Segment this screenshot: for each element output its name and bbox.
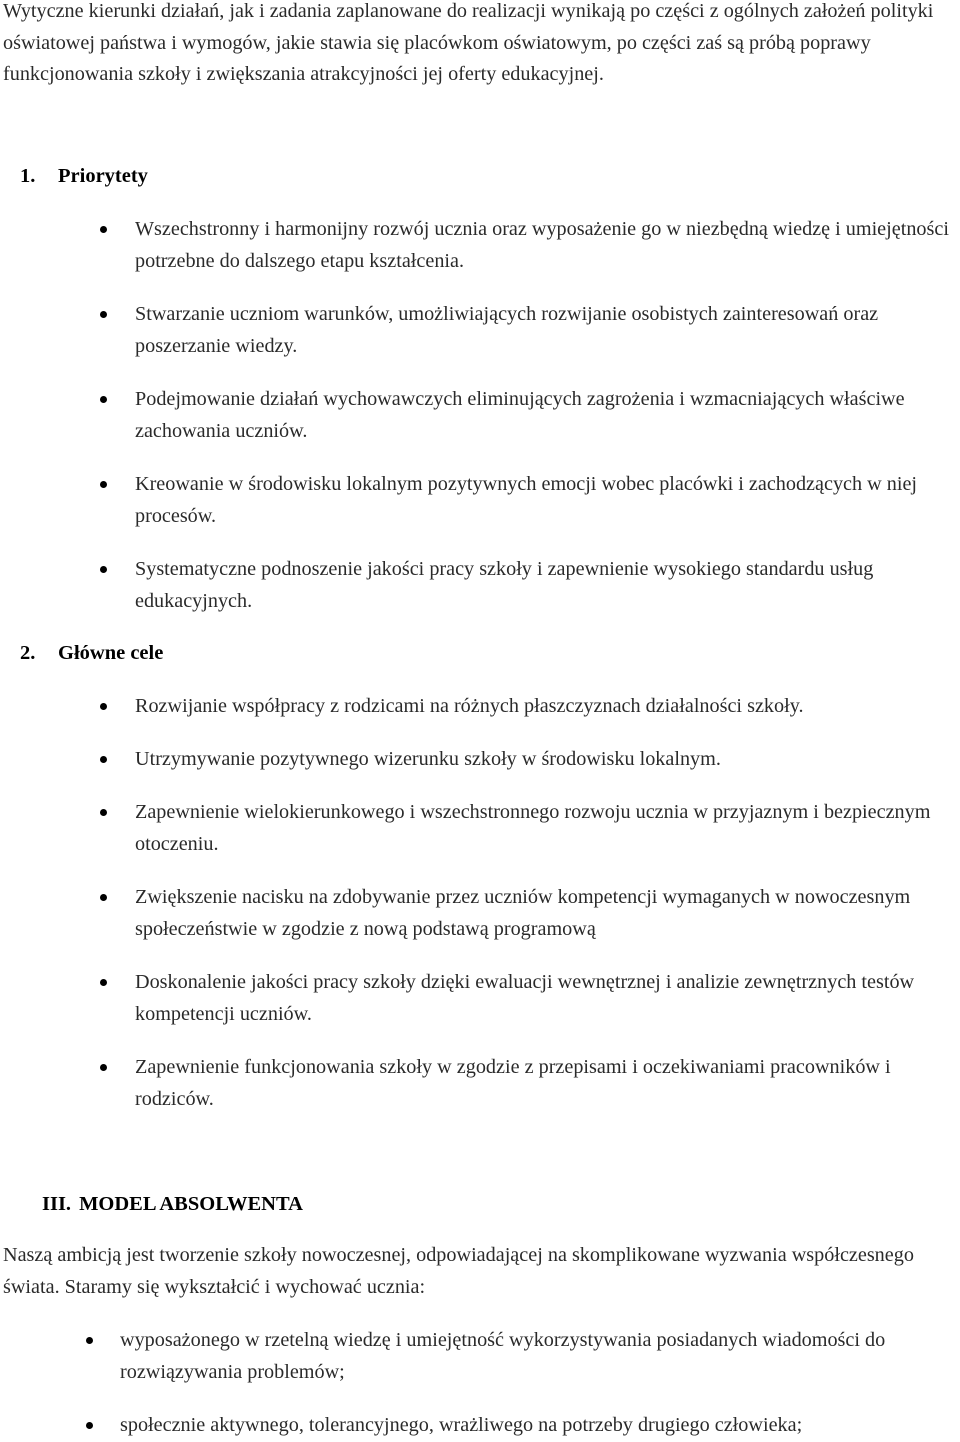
list-item-text: Kreowanie w środowisku lokalnym pozytywnych emocji wobec placówki i zachodzących w niej procesów. bbox=[135, 473, 918, 527]
list-item bbox=[135, 882, 957, 945]
list-item-text: społecznie aktywnego, tolerancyjnego, wrażliwego na potrzeby drugiego człowieka; bbox=[120, 1414, 803, 1436]
list-item bbox=[135, 1052, 957, 1115]
list-item-text: Rozwijanie współpracy z rodzicami na różnych płaszczyznach działalności szkoły. bbox=[135, 695, 804, 717]
list-item bbox=[135, 744, 957, 776]
list-item-text: Stwarzanie uczniom warunków, umożliwiających rozwijanie osobistych zainteresowań oraz poszerzanie wiedzy. bbox=[135, 303, 879, 357]
bullet-icon bbox=[100, 979, 107, 986]
list-item bbox=[135, 967, 957, 1030]
bullet-icon bbox=[100, 226, 107, 233]
list-item bbox=[135, 797, 957, 860]
section-title: MODEL ABSOLWENTA bbox=[79, 1193, 303, 1215]
section-heading-glowne-cele bbox=[20, 637, 163, 669]
section-number: 2. bbox=[20, 642, 36, 664]
list-item bbox=[135, 469, 957, 532]
bullet-icon bbox=[100, 481, 107, 488]
bullet-icon bbox=[86, 1337, 93, 1344]
list-item bbox=[135, 299, 957, 362]
list-item-text: Zwiększenie nacisku na zdobywanie przez uczniów kompetencji wymaganych w nowoczesnym społeczeństwie w zgodzie z nową podstawą programową bbox=[135, 886, 911, 940]
list-item-text: Zapewnienie funkcjonowania szkoły w zgodzie z przepisami i oczekiwaniami pracowników i rodziców. bbox=[135, 1056, 891, 1110]
list-item-text: Wszechstronny i harmonijny rozwój ucznia oraz wyposażenie go w niezbędną wiedzę i umiejętności potrzebne do dalszego etapu kształcenia. bbox=[135, 218, 949, 272]
bullet-icon bbox=[100, 311, 107, 318]
section-number: III. bbox=[42, 1193, 72, 1215]
list-item bbox=[120, 1325, 957, 1388]
list-item-text: Utrzymywanie pozytywnego wizerunku szkoły w środowisku lokalnym. bbox=[135, 748, 721, 770]
section-number: 1. bbox=[20, 165, 36, 187]
bullet-icon bbox=[100, 756, 107, 763]
bullet-icon bbox=[100, 809, 107, 816]
list-item-text: wyposażonego w rzetelną wiedzę i umiejętność wykorzystywania posiadanych wiadomości do rozwiązywania problemów; bbox=[120, 1329, 886, 1383]
section-title: Główne cele bbox=[58, 642, 164, 664]
list-item-text: Systematyczne podnoszenie jakości pracy szkoły i zapewnienie wysokiego standardu usług edukacyjnych. bbox=[135, 558, 874, 612]
list-item bbox=[135, 554, 957, 617]
list-item-text: Doskonalenie jakości pracy szkoły dzięki ewaluacji wewnętrznej i analizie zewnętrznych testów kompetencji uczniów. bbox=[135, 971, 915, 1025]
list-item bbox=[135, 214, 957, 277]
intro-paragraph: Wytyczne kierunki działań, jak i zadania zaplanowane do realizacji wynikają po części z ogólnych założeń polityki oświatowej państwa i wymogów, jakie stawia się placówkom oświatowym, po części zaś są próbą poprawy funkcjonowania szkoły i zwiększania atrakcyjności jej oferty edukacyjnej. bbox=[3, 0, 934, 85]
bullet-icon bbox=[86, 1422, 93, 1429]
list-item-text: Podejmowanie działań wychowawczych eliminujących zagrożenia i wzmacniających właściwe zachowania uczniów. bbox=[135, 388, 905, 442]
list-item bbox=[135, 691, 957, 723]
bullet-icon bbox=[100, 566, 107, 573]
bullet-icon bbox=[100, 894, 107, 901]
model-intro-paragraph: Naszą ambicją jest tworzenie szkoły nowoczesnej, odpowiadającej na skomplikowane wyzwania współczesnego świata. Staramy się wykształcić i wychować ucznia: bbox=[3, 1244, 914, 1298]
bullet-icon bbox=[100, 396, 107, 403]
list-item bbox=[135, 384, 957, 447]
bullet-icon bbox=[100, 703, 107, 710]
section-heading-priorytety bbox=[20, 160, 148, 192]
section-title: Priorytety bbox=[58, 165, 148, 187]
bullet-icon bbox=[100, 1064, 107, 1071]
section-heading-model-absolwenta bbox=[42, 1188, 303, 1220]
list-item-text: Zapewnienie wielokierunkowego i wszechstronnego rozwoju ucznia w przyjaznym i bezpiecznym otoczeniu. bbox=[135, 801, 931, 855]
list-item bbox=[120, 1410, 957, 1442]
